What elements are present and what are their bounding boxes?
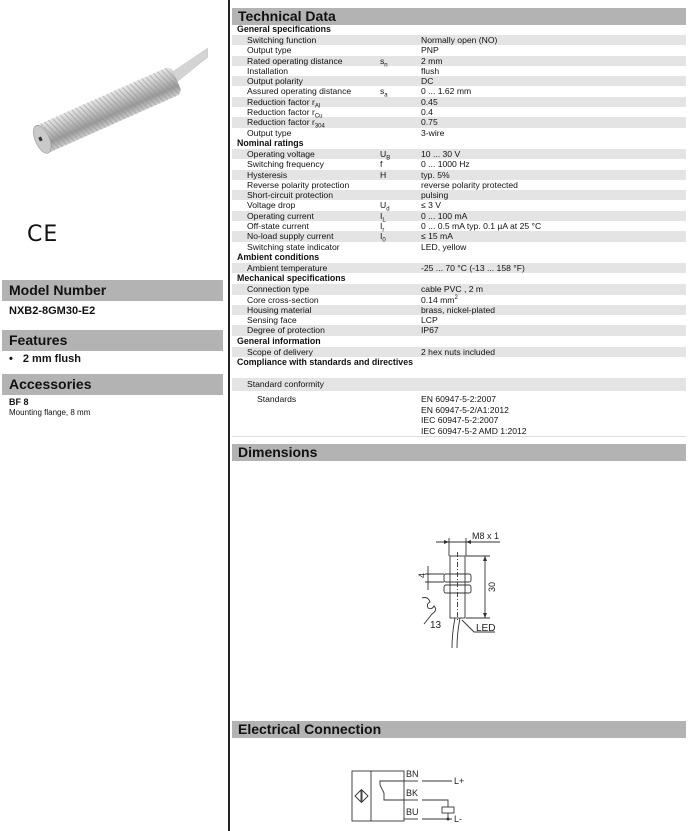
spec-symbol: $s_n$ bbox=[380, 55, 388, 69]
spec-row bbox=[232, 295, 686, 305]
spec-label: Reduction factor $r_{304}$ bbox=[247, 117, 325, 131]
spec-symbol bbox=[380, 45, 421, 55]
electrical-connection-heading: Electrical Connection bbox=[232, 721, 686, 738]
product-photo bbox=[18, 35, 208, 155]
spec-row bbox=[232, 128, 686, 138]
spec-label: Connection type bbox=[247, 284, 310, 295]
spec-group-heading: Mechanical specifications bbox=[237, 273, 346, 284]
spec-symbol bbox=[380, 190, 421, 200]
spec-value: 2 hex nuts included bbox=[421, 346, 496, 357]
spec-symbol bbox=[380, 263, 421, 273]
spec-symbol: H bbox=[380, 169, 387, 180]
terminal-l-minus: L- bbox=[454, 814, 463, 824]
standard-conformity-label: Standard conformity bbox=[232, 378, 686, 391]
spec-row bbox=[232, 305, 686, 315]
spec-value: IP67 bbox=[421, 325, 439, 336]
spec-symbol: $s_a$ bbox=[380, 86, 388, 100]
spec-row bbox=[232, 325, 686, 335]
spec-label: Ambient temperature bbox=[247, 262, 328, 273]
spec-row bbox=[232, 221, 686, 234]
spec-value: 0.45 bbox=[421, 96, 438, 107]
spec-symbol bbox=[380, 97, 421, 107]
spec-value: Normally open (NO) bbox=[421, 35, 498, 45]
spec-label: Installation bbox=[247, 65, 289, 76]
spec-symbol: $U_B$ bbox=[380, 148, 391, 162]
spec-symbol bbox=[380, 117, 421, 127]
spec-symbol bbox=[380, 305, 421, 315]
spec-symbol bbox=[380, 284, 421, 294]
spec-symbol bbox=[380, 325, 421, 335]
spec-symbol: $U_d$ bbox=[380, 200, 390, 214]
wrench-size-label: 13 bbox=[430, 620, 442, 631]
spec-row bbox=[232, 210, 686, 224]
spec-group-heading: Ambient conditions bbox=[237, 251, 320, 262]
spec-row bbox=[232, 170, 686, 180]
load-symbol bbox=[442, 807, 454, 813]
spec-label: Degree of protection bbox=[247, 325, 325, 336]
spec-label: Off-state current bbox=[247, 221, 309, 232]
spec-row bbox=[232, 96, 686, 110]
spec-value: -25 ... 70 °C (-13 ... 158 °F) bbox=[421, 262, 525, 273]
right-column bbox=[232, 0, 686, 831]
spec-label: Rated operating distance bbox=[247, 55, 343, 66]
cable bbox=[452, 618, 455, 648]
section-rule bbox=[232, 436, 686, 437]
spec-symbol: $I_r$ bbox=[380, 221, 385, 234]
spec-value: cable PVC , 2 m bbox=[421, 284, 484, 295]
spec-symbol: f bbox=[380, 159, 383, 170]
spec-symbol bbox=[380, 76, 421, 86]
spec-value: DC bbox=[421, 76, 434, 87]
spec-symbol bbox=[380, 180, 421, 190]
spec-row bbox=[232, 242, 686, 252]
spec-row bbox=[232, 35, 686, 45]
spec-symbol bbox=[380, 35, 421, 45]
spec-row bbox=[232, 107, 686, 120]
left-column bbox=[0, 0, 225, 831]
spec-table bbox=[232, 24, 686, 368]
spec-row bbox=[232, 76, 686, 86]
feature-item bbox=[9, 353, 81, 365]
spec-row bbox=[232, 200, 686, 214]
spec-value: 0 ... 1.62 mm bbox=[421, 86, 472, 97]
spec-value: brass, nickel-plated bbox=[421, 304, 496, 315]
spec-row bbox=[232, 66, 686, 76]
spec-symbol: $I_L$ bbox=[380, 210, 386, 224]
dimensions-drawing bbox=[400, 528, 540, 658]
features-heading: Features bbox=[2, 330, 223, 351]
spec-label: Hysteresis bbox=[247, 169, 288, 180]
spec-value: PNP bbox=[421, 45, 439, 56]
spec-label: Switching state indicator bbox=[247, 241, 340, 252]
accessory-description: Mounting flange, 8 mm bbox=[9, 408, 91, 417]
spec-value: ≤ 15 mA bbox=[421, 231, 453, 242]
wire-bk bbox=[422, 800, 448, 807]
terminal-l-plus: L+ bbox=[454, 776, 465, 786]
standard-item: EN 60947-5-2/A1:2012 bbox=[421, 404, 509, 415]
sensor-box bbox=[352, 771, 404, 821]
spec-row bbox=[232, 231, 686, 245]
spec-label: Output type bbox=[247, 45, 292, 56]
spec-value: LCP bbox=[421, 315, 438, 326]
spec-symbol: $I_0$ bbox=[380, 231, 386, 245]
spec-label: Scope of delivery bbox=[247, 346, 313, 357]
spec-value: 0.14 $mm^2$ bbox=[421, 294, 458, 305]
spec-group-heading: Nominal ratings bbox=[237, 137, 304, 148]
feature-text: 2 mm flush bbox=[22, 353, 81, 365]
wire-label-bn: BN bbox=[406, 769, 419, 779]
ce-mark-icon: CE bbox=[27, 222, 59, 247]
spec-value: 3-wire bbox=[421, 127, 445, 138]
spec-label: Reduction factor $r_{Al}$ bbox=[247, 96, 321, 110]
spec-row bbox=[232, 263, 686, 273]
technical-data-heading: Technical Data bbox=[232, 8, 686, 25]
spec-value: 0.4 bbox=[421, 107, 433, 118]
spec-row bbox=[232, 159, 686, 169]
spec-value: 2 mm bbox=[421, 55, 443, 66]
spec-label: No-load supply current bbox=[247, 231, 334, 242]
spec-value: 0.75 bbox=[421, 117, 438, 128]
sensor-symbol-icon bbox=[355, 790, 361, 802]
spec-label: Output polarity bbox=[247, 76, 303, 87]
column-divider bbox=[228, 0, 230, 831]
spec-label: Sensing face bbox=[247, 315, 297, 326]
spec-row bbox=[232, 315, 686, 325]
bullet-icon: • bbox=[9, 353, 13, 365]
spec-label: Assured operating distance bbox=[247, 86, 352, 97]
spec-label: Reduction factor $r_{Cu}$ bbox=[247, 107, 323, 120]
spec-label: Voltage drop bbox=[247, 200, 296, 211]
spec-group-heading: General information bbox=[237, 335, 321, 346]
spec-symbol bbox=[380, 242, 421, 252]
dimensions-heading: Dimensions bbox=[232, 444, 686, 461]
wiring-diagram bbox=[350, 763, 490, 829]
spec-value: 0 ... 0.5 mA typ. 0.1 µA at 25 °C bbox=[421, 221, 542, 232]
spec-row bbox=[232, 45, 686, 55]
spec-symbol bbox=[380, 315, 421, 325]
standard-item: IEC 60947-5-2 AMD 1:2012 bbox=[421, 425, 527, 436]
length-label: 30 bbox=[487, 581, 497, 592]
spec-row bbox=[232, 180, 686, 190]
spec-label: Switching function bbox=[247, 35, 317, 45]
spec-row bbox=[232, 284, 686, 294]
wire-label-bu: BU bbox=[406, 807, 419, 817]
spec-value: flush bbox=[421, 65, 440, 76]
led-label: LED bbox=[476, 623, 496, 634]
nut-height-label: 4 bbox=[417, 572, 427, 578]
accessories-heading: Accessories bbox=[2, 374, 223, 395]
spec-row bbox=[232, 117, 686, 131]
spec-group-heading: General specifications bbox=[237, 24, 331, 34]
spec-label: Housing material bbox=[247, 304, 312, 315]
spec-row bbox=[232, 148, 686, 162]
spec-label: Operating voltage bbox=[247, 148, 315, 159]
spec-value: typ. 5% bbox=[421, 169, 450, 180]
spec-row bbox=[232, 86, 686, 100]
spec-label: Short-circuit protection bbox=[247, 190, 333, 201]
spec-row bbox=[232, 55, 686, 69]
spec-value: 0 ... 1000 Hz bbox=[421, 159, 470, 170]
standard-item: IEC 60947-5-2:2007 bbox=[421, 415, 499, 425]
switch-contact-icon bbox=[380, 785, 384, 793]
spec-symbol bbox=[380, 347, 421, 357]
spec-label: Switching frequency bbox=[247, 159, 324, 170]
spec-symbol bbox=[380, 295, 421, 305]
spec-value: LED, yellow bbox=[421, 241, 467, 252]
spec-label: Core cross-section bbox=[247, 294, 319, 305]
spec-symbol bbox=[380, 107, 421, 117]
model-number-value: NXB2-8GM30-E2 bbox=[9, 305, 96, 317]
spec-label: Operating current bbox=[247, 210, 314, 221]
spec-value: reverse polarity protected bbox=[421, 179, 518, 190]
wire-label-bk: BK bbox=[406, 788, 419, 798]
spec-label: Reverse polarity protection bbox=[247, 179, 350, 190]
spec-value: 10 ... 30 V bbox=[421, 148, 461, 159]
spec-value: 0 ... 100 mA bbox=[421, 210, 468, 221]
spec-value: ≤ 3 V bbox=[421, 200, 442, 211]
accessory-name: BF 8 bbox=[9, 397, 29, 407]
thread-label: M8 x 1 bbox=[472, 531, 500, 541]
spec-label: Output type bbox=[247, 127, 292, 138]
spec-row bbox=[232, 347, 686, 357]
spec-group-heading: Compliance with standards and directives bbox=[237, 357, 413, 368]
model-number-heading: Model Number bbox=[2, 280, 223, 301]
spec-symbol bbox=[380, 128, 421, 138]
switch-line bbox=[380, 781, 404, 785]
standards-label: Standards bbox=[257, 394, 297, 404]
spec-value: pulsing bbox=[421, 190, 449, 201]
spec-symbol bbox=[380, 66, 421, 76]
spec-row bbox=[232, 190, 686, 200]
standard-item: EN 60947-5-2:2007 bbox=[421, 394, 497, 404]
